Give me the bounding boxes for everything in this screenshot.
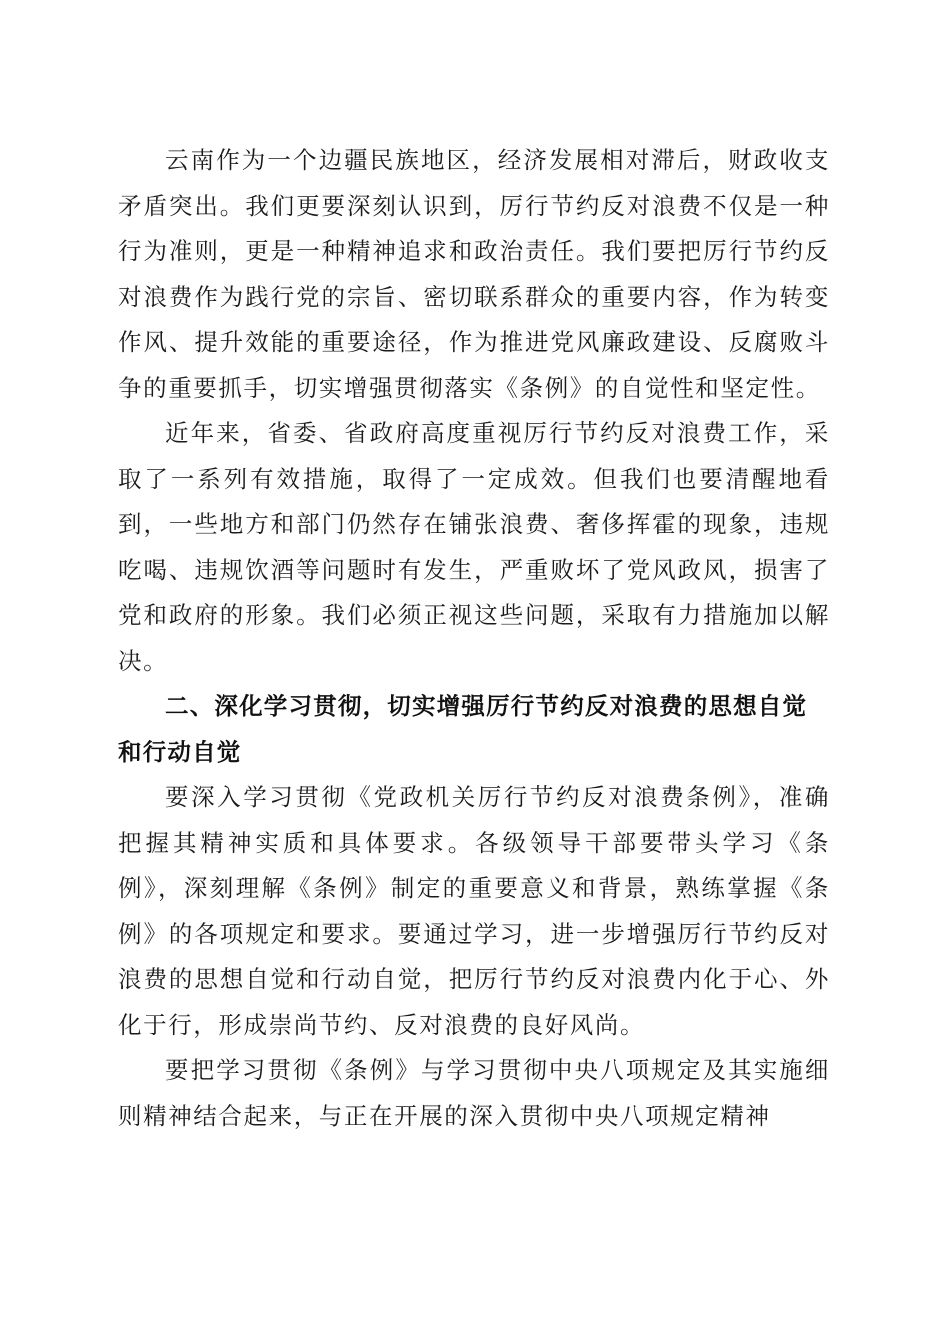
- paragraph-recent-years: 近年来，省委、省政府高度重视厉行节约反对浪费工作，采取了一系列有效措施，取得了一定成效。但我们也要清醒地看到，一些地方和部门仍然存在铺张浪费、奢侈挥霍的现象，违规吃喝、违规饮酒等问题时有发生，严重败坏了党风政风，损害了党和政府的形象。我们必须正视这些问题，采取有力措施加以解决。: [118, 419, 830, 675]
- paragraph-combine-eight-rules: 要把学习贯彻《条例》与学习贯彻中央八项规定及其实施细则精神结合起来，与正在开展的深入贯彻中央八项规定精神: [118, 1056, 830, 1130]
- paragraph-study-regulation: 要深入学习贯彻《党政机关厉行节约反对浪费条例》，准确把握其精神实质和具体要求。各级领导干部要带头学习《条例》，深刻理解《条例》制定的重要意义和背景，熟练掌握《条例》的各项规定和要求。要通过学习，进一步增强厉行节约反对浪费的思想自觉和行动自觉，把厉行节约反对浪费内化于心、外化于行，形成崇尚节约、反对浪费的良好风尚。: [118, 783, 830, 1039]
- section-heading: 二、深化学习贯彻，切实增强厉行节约反对浪费的思想自觉和行动自觉: [118, 692, 808, 766]
- paragraph-yunnan-context: 云南作为一个边疆民族地区，经济发展相对滞后，财政收支矛盾突出。我们更要深刻认识到，厉行节约反对浪费不仅是一种行为准则，更是一种精神追求和政治责任。我们要把厉行节约反对浪费作为践行党的宗旨、密切联系群众的重要内容，作为转变作风、提升效能的重要途径，作为推进党风廉政建设、反腐败斗争的重要抓手，切实增强贯彻落实《条例》的自觉性和坚定性。: [118, 146, 830, 402]
- document-body: [118, 138, 830, 1139]
